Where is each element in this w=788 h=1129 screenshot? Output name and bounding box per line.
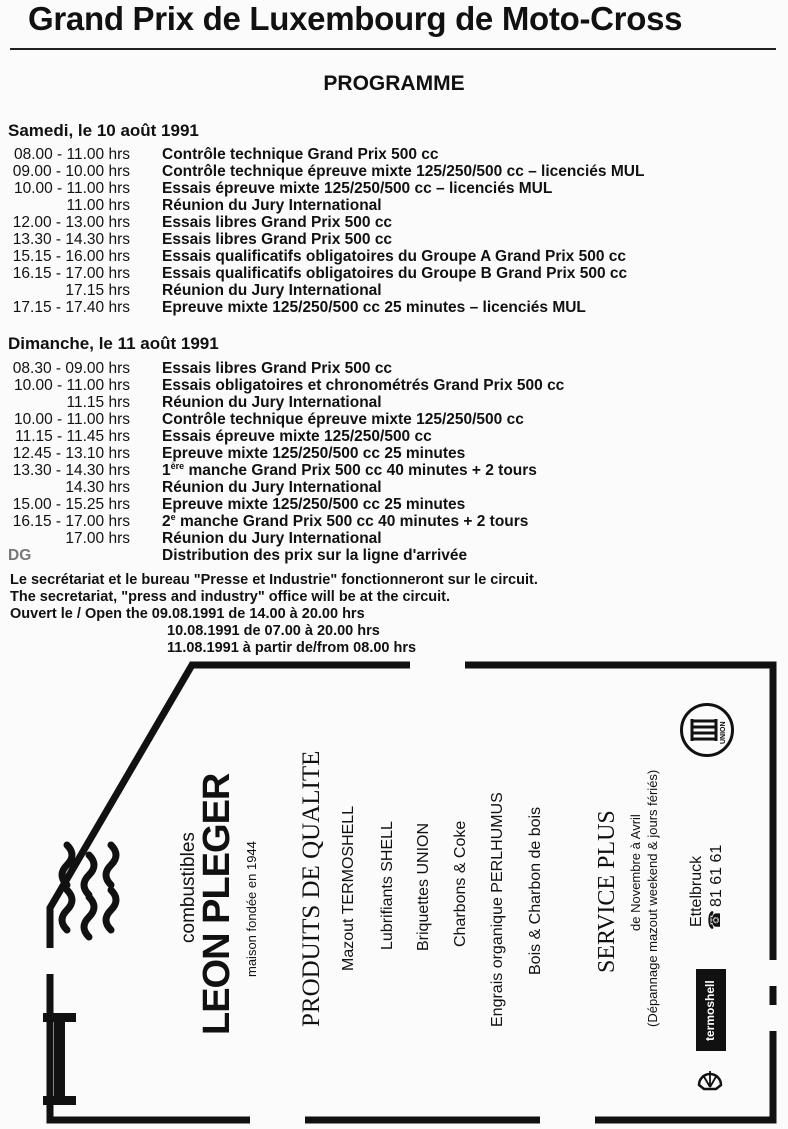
schedule-event: Contrôle technique épreuve mixte 125/250/500 cc [162,411,524,428]
service-line-1: de Novembre à Avril [628,814,643,931]
note-line-5: 11.08.1991 à partir de/from 08.00 hrs [167,640,417,656]
schedule-event: Distribution des prix sur la ligne d'arrivée [162,547,468,564]
schedule-time: 08.00 - 11.00 hrs [13,146,130,163]
company-name: LEON PLEGER [196,773,238,1035]
termoshell-logo [696,969,726,1051]
schedule-ordinal: 1 [162,462,171,479]
programme-heading: PROGRAMME [323,72,465,95]
termoshell-label: termoshell [703,980,717,1041]
schedule-event: Contrôle technique Grand Prix 500 cc [162,146,439,163]
headline: PRODUITS DE QUALITE [298,750,325,1027]
schedule-time: 17.15 hrs [65,282,130,299]
sunday-heading: Dimanche, le 11 août 1991 [8,334,219,353]
schedule-time: 10.00 - 11.00 hrs [13,180,130,197]
schedule-event: Réunion du Jury International [162,282,382,299]
note-line-4: 10.08.1991 de 07.00 à 20.00 hrs [167,623,380,639]
schedule-time: 13.30 - 14.30 hrs [12,462,130,479]
schedule-ordinal-suffix: e [170,511,176,522]
schedule-event [162,513,528,530]
service-title: SERVICE PLUS [594,810,620,973]
town-label: Ettelbruck [688,855,705,927]
note-line-1: Le secrétariat et le bureau "Presse et Industrie" fonctionneront sur le circuit. [10,572,538,588]
schedule-event: Essais libres Grand Prix 500 cc [162,231,393,248]
phone-number: 81 61 61 [708,844,725,907]
schedule-time: 15.15 - 16.00 hrs [12,248,130,265]
schedule-event [162,462,537,479]
page-title: Grand Prix de Luxembourg de Moto-Cross [28,0,683,37]
product-3: Briquettes UNION [415,822,432,951]
schedule-event: Contrôle technique épreuve mixte 125/250/500 cc – licenciés MUL [162,163,645,180]
schedule-time: 14.30 hrs [65,479,130,496]
product-1: Mazout TERMOSHELL [340,805,357,971]
schedule-event: Essais qualificatifs obligatoires du Groupe B Grand Prix 500 cc [162,265,628,282]
company-small-label: combustibles [178,832,199,943]
founded-label: maison fondée en 1944 [244,841,259,977]
note-line-2: The secretariat, "press and industry" office will be at the circuit. [10,589,451,605]
schedule-event-text: manche Grand Prix 500 cc 40 minutes + 2 tours [175,513,529,530]
schedule-event: Epreuve mixte 125/250/500 cc 25 minutes [162,496,466,513]
schedule-time: 12.45 - 13.10 hrs [12,445,130,462]
advertisement [0,655,788,1129]
schedule-event: Essais obligatoires et chronométrés Grand Prix 500 cc [162,377,565,394]
product-6: Bois & Charbon de bois [527,806,544,975]
schedule-time: 10.00 - 11.00 hrs [13,411,130,428]
saturday-heading: Samedi, le 10 août 1991 [8,121,199,140]
schedule-ordinal-suffix: ère [170,460,185,471]
schedule-event: Epreuve mixte 125/250/500 cc 25 minutes – licenciés MUL [162,299,586,316]
schedule-time: 11.15 hrs [66,394,130,411]
product-2: Lubrifiants SHELL [379,821,396,950]
schedule-ordinal: 2 [162,513,171,530]
schedule-time: 10.00 - 11.00 hrs [13,377,130,394]
note-line-3: Ouvert le / Open the 09.08.1991 de 14.00 à 20.00 hrs [10,606,365,622]
union-logo-icon [680,703,734,757]
flame-logo-icon [47,835,137,945]
schedule-time: 12.00 - 13.00 hrs [12,214,130,231]
title-rule [10,48,776,50]
schedule-event: Réunion du Jury International [162,479,382,496]
schedule-time: 11.00 hrs [66,197,130,214]
schedule-event: Réunion du Jury International [162,530,382,547]
phone-icon: ☎ [706,910,724,930]
schedule-event: Essais qualificatifs obligatoires du Groupe A Grand Prix 500 cc [162,248,626,265]
shell-logo-icon [696,1065,724,1093]
service-line-2: (Dépannage mazout weekend & jours fériés) [645,769,660,1027]
schedule-time: DG [8,547,32,564]
schedule-event-text: manche Grand Prix 500 cc 40 minutes + 2 tours [184,462,537,479]
schedule-event: Réunion du Jury International [162,197,382,214]
schedule-event: Epreuve mixte 125/250/500 cc 25 minutes [162,445,466,462]
schedule-time: 16.15 - 17.00 hrs [12,513,130,530]
schedule-time: 08.30 - 09.00 hrs [12,360,130,377]
office-notes [10,572,538,657]
schedule-time: 15.00 - 15.25 hrs [12,496,130,513]
schedule-time: 09.00 - 10.00 hrs [12,163,130,180]
schedule-time: 16.15 - 17.00 hrs [12,265,130,282]
schedule-time: 17.15 - 17.40 hrs [12,299,130,316]
schedule-time: 13.30 - 14.30 hrs [12,231,130,248]
schedule-event: Essais épreuve mixte 125/250/500 cc – licenciés MUL [162,180,553,197]
schedule-event: Essais libres Grand Prix 500 cc [162,214,393,231]
schedule-event: Réunion du Jury International [162,394,382,411]
product-4: Charbons & Coke [452,820,469,947]
product-5: Engrais organique PERLHUMUS [489,792,506,1027]
union-label: UNION [720,721,727,744]
schedule-time: 11.15 - 11.45 hrs [15,428,130,445]
schedule-event: Essais libres Grand Prix 500 cc [162,360,393,377]
schedule-time: 17.00 hrs [65,530,130,547]
schedule-event: Essais épreuve mixte 125/250/500 cc [162,428,432,445]
